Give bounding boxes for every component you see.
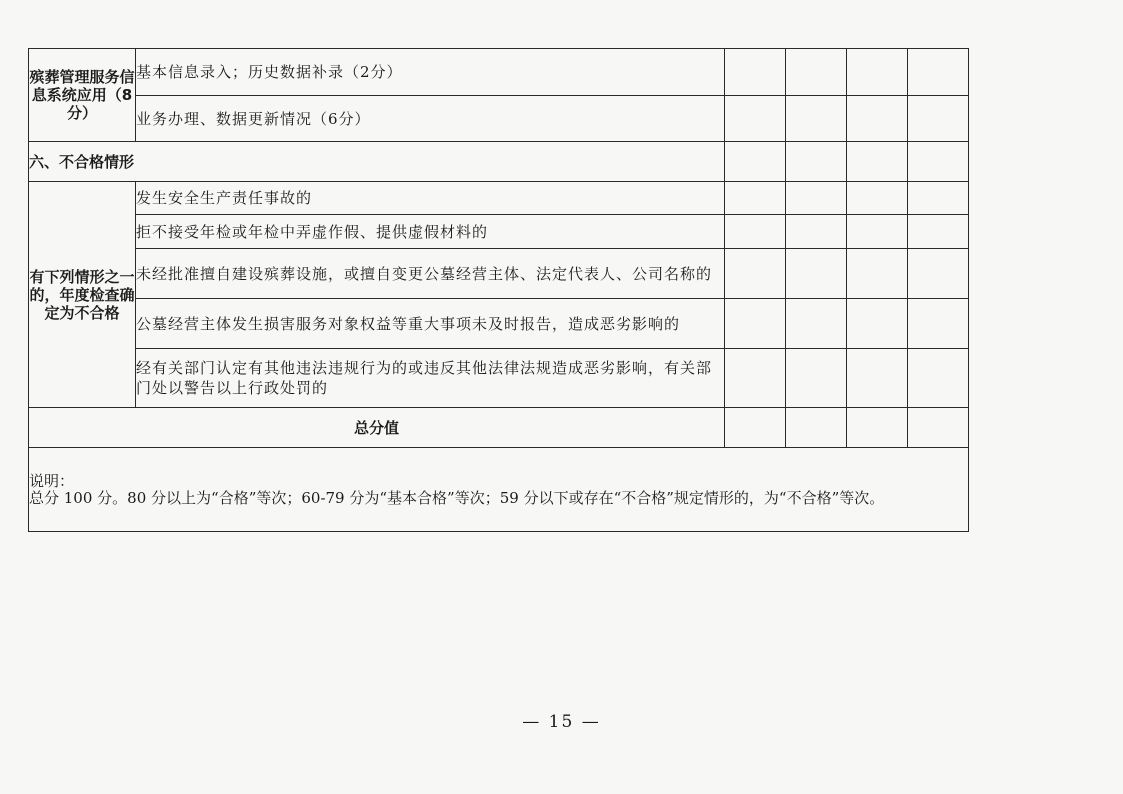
score-cell bbox=[847, 215, 908, 249]
section-heading-unqualified: 六、不合格情形 bbox=[29, 142, 725, 182]
score-cell bbox=[725, 299, 786, 349]
category-unqualified-conditions: 有下列情形之一的，年度检查确定为不合格 bbox=[29, 182, 136, 408]
score-cell bbox=[725, 182, 786, 215]
score-cell bbox=[847, 142, 908, 182]
score-cell bbox=[847, 349, 908, 408]
score-cell bbox=[786, 215, 847, 249]
score-cell bbox=[908, 249, 969, 299]
item-safety-accident: 发生安全生产责任事故的 bbox=[136, 182, 725, 215]
table-row bbox=[29, 215, 969, 249]
score-cell bbox=[725, 215, 786, 249]
notes-text: 总分 100 分。80 分以上为“合格”等次；60-79 分为“基本合格”等次；59 分以下或存在“不合格”规定情形的，为“不合格”等次。 bbox=[29, 488, 885, 507]
table-row bbox=[29, 96, 969, 142]
score-cell bbox=[847, 249, 908, 299]
score-cell bbox=[786, 49, 847, 96]
table-row bbox=[29, 49, 969, 96]
inspection-score-table bbox=[28, 48, 969, 532]
score-cell bbox=[725, 249, 786, 299]
score-cell bbox=[786, 408, 847, 448]
item-basic-info-entry: 基本信息录入；历史数据补录（2分） bbox=[136, 49, 725, 96]
score-cell bbox=[725, 142, 786, 182]
score-cell bbox=[908, 96, 969, 142]
score-cell bbox=[847, 408, 908, 448]
score-cell bbox=[908, 349, 969, 408]
table-row bbox=[29, 249, 969, 299]
table-row bbox=[29, 142, 969, 182]
item-business-processing: 业务办理、数据更新情况（6分） bbox=[136, 96, 725, 142]
table-row bbox=[29, 299, 969, 349]
score-cell bbox=[786, 96, 847, 142]
score-cell bbox=[847, 182, 908, 215]
score-cell bbox=[725, 96, 786, 142]
item-failure-to-report: 公墓经营主体发生损害服务对象权益等重大事项未及时报告，造成恶劣影响的 bbox=[136, 299, 725, 349]
table-row bbox=[29, 349, 969, 408]
score-cell bbox=[786, 182, 847, 215]
score-cell bbox=[786, 349, 847, 408]
notes-label: 说明： bbox=[29, 471, 75, 490]
score-cell bbox=[847, 299, 908, 349]
item-unauthorized-construction: 未经批准擅自建设殡葬设施，或擅自变更公墓经营主体、法定代表人、公司名称的 bbox=[136, 249, 725, 299]
category-system-application: 殡葬管理服务信息系统应用（8分） bbox=[29, 49, 136, 142]
table-row bbox=[29, 182, 969, 215]
score-cell bbox=[908, 408, 969, 448]
score-cell bbox=[908, 49, 969, 96]
score-cell bbox=[908, 299, 969, 349]
score-cell bbox=[725, 49, 786, 96]
item-other-violations: 经有关部门认定有其他违法违规行为的或违反其他法律法规造成恶劣影响，有关部门处以警告以上行政处罚的 bbox=[136, 349, 725, 408]
total-score-label: 总分值 bbox=[29, 408, 725, 448]
notes-cell bbox=[29, 448, 969, 532]
score-cell bbox=[786, 299, 847, 349]
table-row bbox=[29, 408, 969, 448]
score-cell bbox=[847, 96, 908, 142]
score-cell bbox=[847, 49, 908, 96]
score-cell bbox=[908, 215, 969, 249]
score-cell bbox=[725, 408, 786, 448]
score-cell bbox=[908, 182, 969, 215]
table-row bbox=[29, 448, 969, 532]
item-refuse-inspection: 拒不接受年检或年检中弄虚作假、提供虚假材料的 bbox=[136, 215, 725, 249]
score-cell bbox=[786, 249, 847, 299]
score-cell bbox=[908, 142, 969, 182]
page-number: — 15 — bbox=[522, 712, 601, 732]
score-cell bbox=[786, 142, 847, 182]
score-cell bbox=[725, 349, 786, 408]
